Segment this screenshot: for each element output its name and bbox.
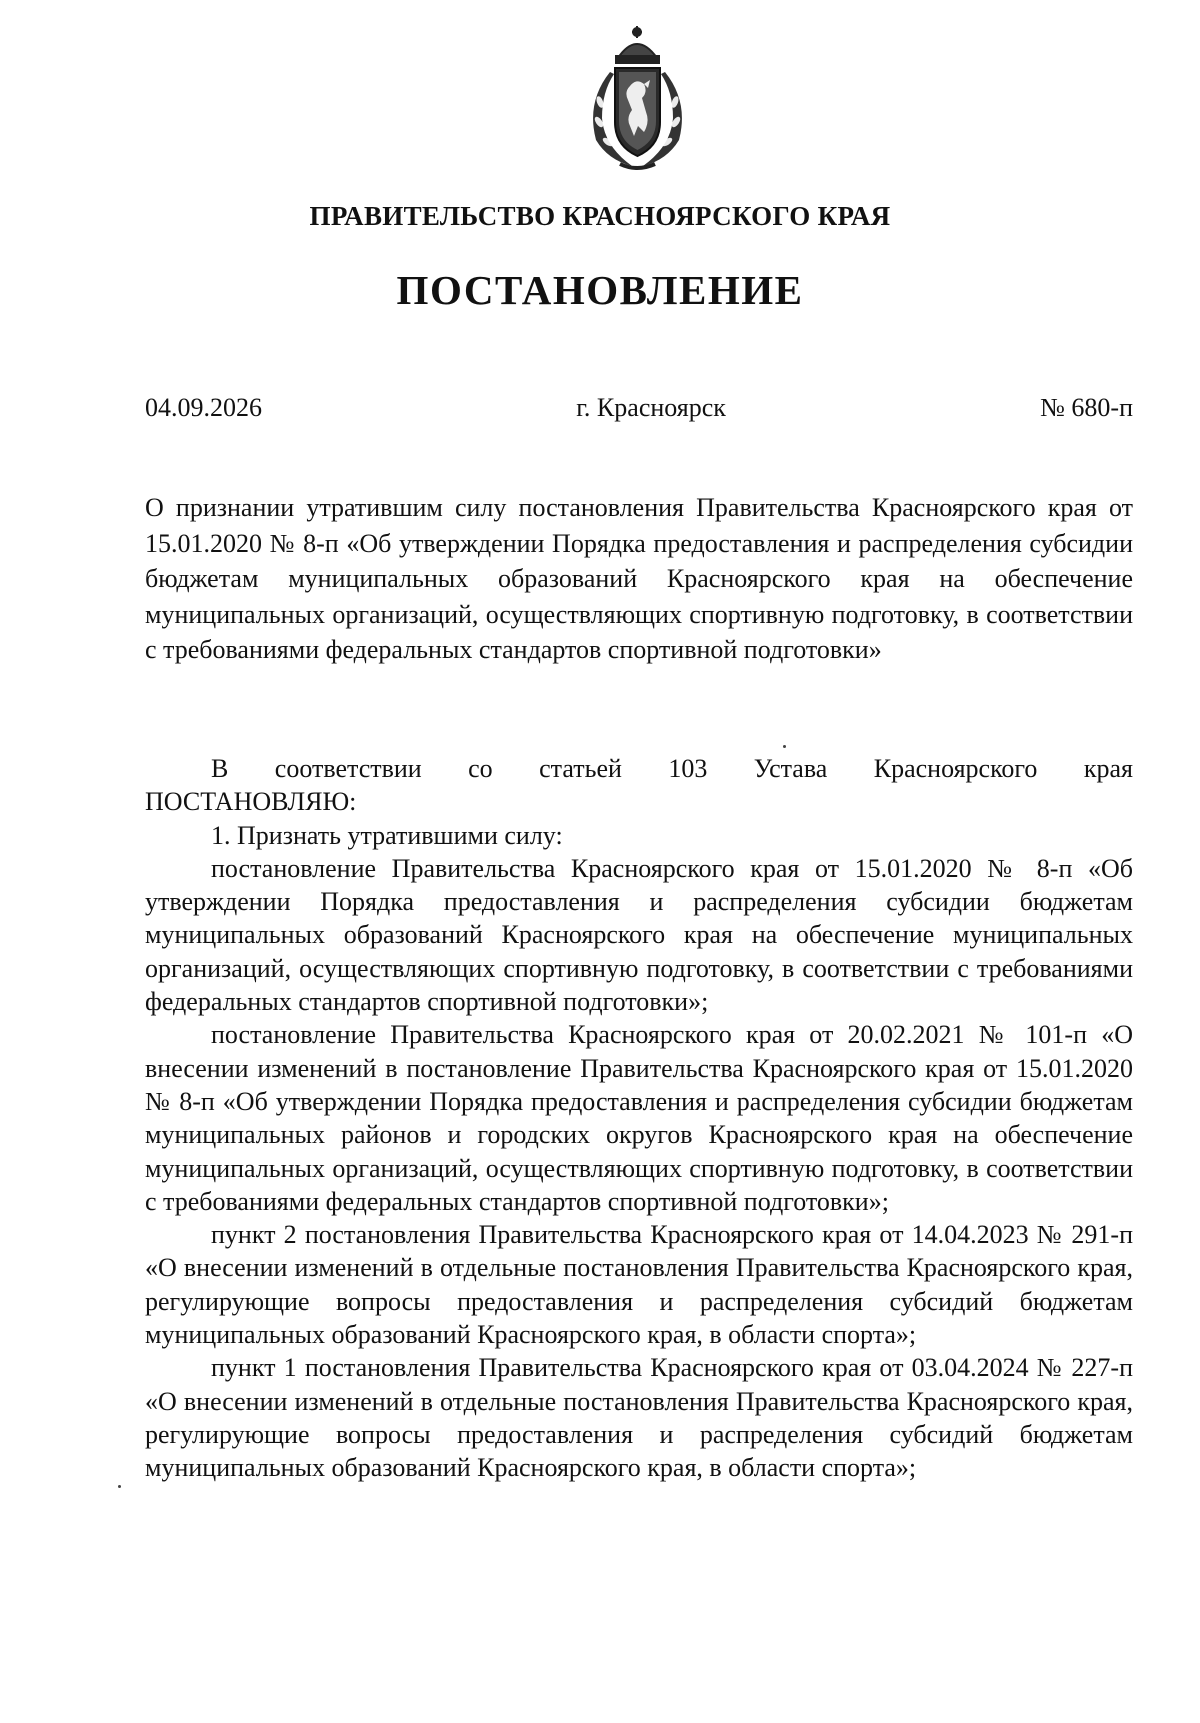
document-number: № 680-п (1040, 393, 1133, 422)
document-subject: О признании утратившим силу постановления Правительства Красноярского края от 15.01.2020 № 8-п «Об утверждении Порядка предоставления и распределения субсидии бюджетам муниципальных образований Красноярского края на обеспечение муниципальных организаций, осуществляющих спортивную подготовку, в соответствии с требованиями федеральных стандартов спортивной подготовки» (145, 493, 1133, 665)
body-paragraph: пункт 2 постановления Правительства Красноярского края от 14.04.2023 № 291-п «О внесении изменений в отдельные постановления Правительства Красноярского края, регулирующие вопросы предоставления и распределения субсидий бюджетам муниципальных образований Красноярского края, в области спорта»; (145, 1220, 1133, 1350)
scan-speck (118, 1485, 121, 1488)
document-city: г. Красноярск (576, 393, 726, 422)
coat-of-arms-icon (580, 22, 695, 174)
organization-title: ПРАВИТЕЛЬСТВО КРАСНОЯРСКОГО КРАЯ (309, 201, 891, 231)
document-date: 04.09.2026 (145, 393, 262, 422)
body-paragraph: постановление Правительства Красноярского края от 15.01.2020 № 8-п «Об утверждении Порядка предоставления и распределения субсидии бюджетам муниципальных образований Красноярского края на обеспечение муниципальных организаций, осуществляющих спортивную подготовку, в соответствии с требованиями федеральных стандартов спортивной подготовки»; (145, 853, 1133, 1017)
preamble-decree: ПОСТАНОВЛЯЮ: (145, 787, 357, 817)
item-1-heading: 1. Признать утратившими силу: (211, 820, 563, 850)
scan-speck (783, 745, 786, 748)
document-meta-line (145, 393, 1133, 423)
body-paragraph: постановление Правительства Красноярского края от 20.02.2021 № 101-п «О внесении изменений в постановление Правительства Красноярского края от 15.01.2020 № 8-п «Об утверждении Порядка предоставления и распределения субсидии бюджетам муниципальных районов и городских округов Красноярского края на обеспечение муниципальных организаций, осуществляющих спортивную подготовку, в соответствии с требованиями федеральных стандартов спортивной подготовки»; (145, 1020, 1133, 1216)
body-paragraph: пункт 1 постановления Правительства Красноярского края от 03.04.2024 № 227-п «О внесении изменений в отдельные постановления Правительства Красноярского края, регулирующие вопросы предоставления и распределения субсидий бюджетам муниципальных образований Красноярского края, в области спорта»; (145, 1353, 1133, 1483)
document-type-title: ПОСТАНОВЛЕНИЕ (396, 267, 804, 313)
document-body (145, 752, 1133, 1485)
preamble-line: В соответствии со статьей 103 Устава Красноярского края (211, 754, 1133, 783)
